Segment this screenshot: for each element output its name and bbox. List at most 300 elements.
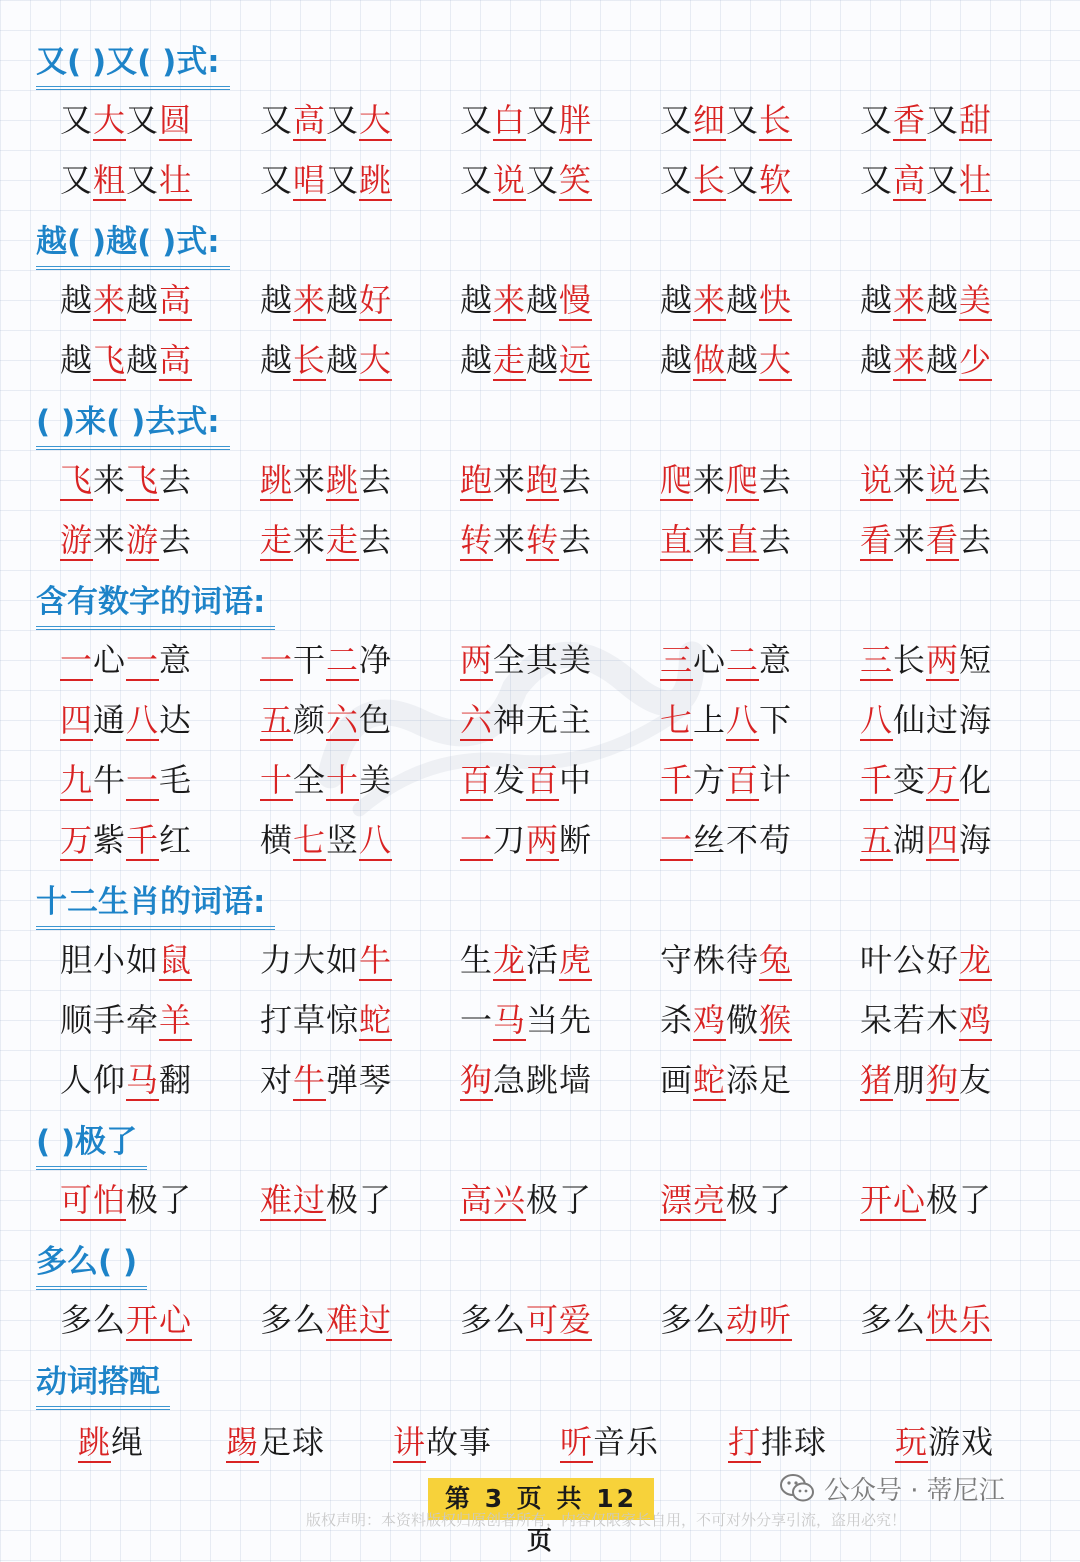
phrase-item	[860, 156, 992, 206]
fill-in-character: 粗	[93, 161, 127, 199]
phrase-character: 跳	[526, 1061, 560, 1099]
fill-in-character: 来	[493, 281, 527, 319]
phrase-character: 又	[326, 161, 360, 199]
fill-in-character: 马	[126, 1061, 160, 1099]
phrase-row	[0, 1296, 1080, 1346]
phrase-item	[60, 936, 192, 986]
phrase-item	[60, 516, 192, 566]
fill-in-character: 过	[293, 1181, 327, 1219]
phrase-character: 净	[359, 641, 393, 679]
phrase-character: 如	[326, 941, 360, 979]
phrase-item	[860, 456, 992, 506]
phrase-character: 神	[493, 701, 527, 739]
phrase-character: 发	[493, 761, 527, 799]
phrase-item	[660, 936, 792, 986]
phrase-item	[60, 996, 192, 1046]
phrase-character: 紫	[93, 821, 127, 859]
phrase-character: 牛	[93, 761, 127, 799]
phrase-character: 去	[959, 521, 993, 559]
fill-in-character: 爬	[660, 461, 694, 499]
phrase-character: 红	[159, 821, 193, 859]
phrase-character: 球	[292, 1423, 326, 1461]
phrase-character: 多	[260, 1301, 294, 1339]
phrase-character: 又	[660, 161, 694, 199]
phrase-character: 先	[559, 1001, 593, 1039]
fill-in-character: 长	[293, 341, 327, 379]
fill-in-character: 香	[893, 101, 927, 139]
phrase-item	[460, 636, 592, 686]
phrase-character: 守	[660, 941, 694, 979]
phrase-row	[0, 696, 1080, 746]
fill-in-character: 猪	[860, 1061, 894, 1099]
phrase-character: 事	[459, 1423, 493, 1461]
phrase-item	[260, 636, 392, 686]
fill-in-character: 九	[60, 761, 94, 799]
fill-in-character: 五	[860, 821, 894, 859]
phrase-character: 排	[761, 1423, 795, 1461]
phrase-character: 极	[126, 1181, 160, 1219]
fill-in-character: 动	[726, 1301, 760, 1339]
fill-in-character: 少	[959, 341, 993, 379]
fill-in-character: 一	[260, 641, 294, 679]
phrase-character: 无	[526, 701, 560, 739]
phrase-character: 短	[959, 641, 993, 679]
phrase-character: 越	[326, 281, 360, 319]
fill-in-character: 七	[293, 821, 327, 859]
phrase-item	[860, 276, 992, 326]
fill-in-character: 高	[293, 101, 327, 139]
phrase-character: 上	[693, 701, 727, 739]
fill-in-character: 万	[926, 761, 960, 799]
phrase-character: 越	[260, 341, 294, 379]
fill-in-character: 鼠	[159, 941, 193, 979]
phrase-item	[460, 816, 592, 866]
phrase-character: 惊	[326, 1001, 360, 1039]
fill-in-character: 远	[559, 341, 593, 379]
fill-in-character: 爬	[726, 461, 760, 499]
phrase-item	[260, 456, 392, 506]
phrase-item	[660, 1056, 792, 1106]
phrase-item	[660, 636, 792, 686]
phrase-item	[260, 1296, 392, 1346]
phrase-character: 主	[559, 701, 593, 739]
fill-in-character: 漂	[660, 1181, 694, 1219]
fill-in-character: 飞	[126, 461, 160, 499]
phrase-item	[60, 276, 192, 326]
phrase-character: 去	[559, 461, 593, 499]
phrase-character: 越	[460, 281, 494, 319]
phrase-item	[895, 1418, 994, 1468]
fill-in-character: 好	[359, 281, 393, 319]
phrase-character: 打	[260, 1001, 294, 1039]
phrase-character: 去	[359, 461, 393, 499]
phrase-item	[460, 1296, 592, 1346]
phrase-item	[60, 1056, 192, 1106]
phrase-character: 来	[693, 521, 727, 559]
fill-in-character: 走	[493, 341, 527, 379]
phrase-character: 越	[726, 341, 760, 379]
phrase-character: 方	[693, 761, 727, 799]
phrase-character: 大	[293, 941, 327, 979]
fill-in-character: 龙	[959, 941, 993, 979]
fill-in-character: 走	[260, 521, 294, 559]
phrase-character: 越	[60, 281, 94, 319]
wechat-icon	[780, 1473, 814, 1503]
fill-in-character: 笑	[559, 161, 593, 199]
fill-in-character: 六	[460, 701, 494, 739]
phrase-character: 下	[759, 701, 793, 739]
page-number-badge: 第 3 页 共 12 页	[428, 1478, 654, 1520]
phrase-character: 了	[159, 1181, 193, 1219]
fill-in-character: 两	[460, 641, 494, 679]
fill-in-character: 百	[526, 761, 560, 799]
phrase-item	[728, 1418, 827, 1468]
phrase-character: 越	[260, 281, 294, 319]
fill-in-character: 跑	[460, 461, 494, 499]
phrase-character: 生	[460, 941, 494, 979]
phrase-item	[60, 1296, 192, 1346]
phrase-item	[460, 696, 592, 746]
fill-in-character: 转	[526, 521, 560, 559]
fill-in-character: 一	[460, 821, 494, 859]
phrase-character: 通	[93, 701, 127, 739]
phrase-item	[60, 336, 192, 386]
phrase-character: 计	[759, 761, 793, 799]
phrase-character: 竖	[326, 821, 360, 859]
phrase-character: 全	[293, 761, 327, 799]
phrase-character: 人	[60, 1061, 94, 1099]
phrase-character: 乐	[626, 1423, 660, 1461]
fill-in-character: 难	[260, 1181, 294, 1219]
fill-in-character: 长	[759, 101, 793, 139]
phrase-character: 又	[660, 101, 694, 139]
phrase-row	[0, 1056, 1080, 1106]
fill-in-character: 千	[126, 821, 160, 859]
fill-in-character: 高	[460, 1181, 494, 1219]
fill-in-character: 六	[326, 701, 360, 739]
fill-in-character: 来	[693, 281, 727, 319]
fill-in-character: 兴	[493, 1181, 527, 1219]
phrase-character: 断	[559, 821, 593, 859]
phrase-character: 仙	[893, 701, 927, 739]
phrase-item	[78, 1418, 144, 1468]
phrase-item	[660, 996, 792, 1046]
phrase-character: 丝	[693, 821, 727, 859]
phrase-character: 美	[559, 641, 593, 679]
phrase-character: 极	[726, 1181, 760, 1219]
phrase-character: 去	[559, 521, 593, 559]
phrase-character: 中	[559, 761, 593, 799]
phrase-item	[860, 1296, 992, 1346]
phrase-row	[0, 996, 1080, 1046]
section-heading: ( )来( )去式:	[36, 402, 230, 450]
phrase-character: 又	[60, 101, 94, 139]
phrase-character: 又	[460, 101, 494, 139]
phrase-item	[860, 756, 992, 806]
section-heading: 含有数字的词语:	[36, 582, 275, 630]
phrase-item	[260, 156, 392, 206]
phrase-item	[460, 276, 592, 326]
phrase-character: 越	[60, 341, 94, 379]
phrase-character: 么	[693, 1301, 727, 1339]
phrase-item	[260, 816, 392, 866]
wechat-account-label: 公众号 · 蒂尼江	[824, 1475, 1005, 1506]
fill-in-character: 心	[893, 1181, 927, 1219]
copyright-notice: 版权声明：本资料版权归原创者所有，内容仅限家长自用，不可对外分享引流，盗用必究！	[306, 1511, 907, 1529]
phrase-character: 湖	[893, 821, 927, 859]
phrase-item	[460, 96, 592, 146]
phrase-item	[260, 96, 392, 146]
phrase-character: 毛	[159, 761, 193, 799]
fill-in-character: 大	[759, 341, 793, 379]
phrase-item	[660, 336, 792, 386]
fill-in-character: 直	[726, 521, 760, 559]
phrase-character: 活	[526, 941, 560, 979]
fill-in-character: 做	[693, 341, 727, 379]
phrase-character: 画	[660, 1061, 694, 1099]
phrase-character: 绳	[111, 1423, 145, 1461]
phrase-character: 苟	[759, 821, 793, 859]
phrase-character: 越	[126, 281, 160, 319]
fill-in-character: 牛	[359, 941, 393, 979]
phrase-item	[460, 516, 592, 566]
phrase-character: 呆	[860, 1001, 894, 1039]
phrase-character: 颜	[293, 701, 327, 739]
phrase-item	[560, 1418, 659, 1468]
phrase-item	[660, 756, 792, 806]
phrase-character: 小	[93, 941, 127, 979]
phrase-character: 刀	[493, 821, 527, 859]
phrase-row	[0, 336, 1080, 386]
phrase-character: 越	[126, 341, 160, 379]
fill-in-character: 来	[293, 281, 327, 319]
phrase-character: 球	[794, 1423, 828, 1461]
phrase-character: 极	[926, 1181, 960, 1219]
phrase-character: 去	[959, 461, 993, 499]
phrase-character: 又	[326, 101, 360, 139]
fill-in-character: 千	[660, 761, 694, 799]
fill-in-character: 七	[660, 701, 694, 739]
phrase-character: 心	[693, 641, 727, 679]
wechat-account-mark	[780, 1468, 1005, 1508]
phrase-character: 去	[759, 521, 793, 559]
fill-in-character: 两	[926, 641, 960, 679]
phrase-row	[0, 516, 1080, 566]
fill-in-character: 游	[60, 521, 94, 559]
phrase-character: 了	[559, 1181, 593, 1219]
phrase-item	[60, 1176, 192, 1226]
fill-in-character: 转	[460, 521, 494, 559]
phrase-character: 翻	[159, 1061, 193, 1099]
fill-in-character: 飞	[93, 341, 127, 379]
phrase-item	[260, 1056, 392, 1106]
fill-in-character: 快	[926, 1301, 960, 1339]
phrase-row	[0, 456, 1080, 506]
fill-in-character: 狗	[926, 1061, 960, 1099]
phrase-character: 又	[860, 161, 894, 199]
fill-in-character: 高	[159, 341, 193, 379]
phrase-item	[860, 1056, 992, 1106]
phrase-item	[660, 96, 792, 146]
fill-in-character: 大	[93, 101, 127, 139]
phrase-character: 了	[959, 1181, 993, 1219]
phrase-character: 墙	[559, 1061, 593, 1099]
phrase-character: 越	[326, 341, 360, 379]
phrase-row	[0, 96, 1080, 146]
phrase-character: 去	[359, 521, 393, 559]
phrase-character: 么	[93, 1301, 127, 1339]
fill-in-character: 壮	[959, 161, 993, 199]
phrase-character: 牵	[126, 1001, 160, 1039]
phrase-item	[60, 696, 192, 746]
fill-in-character: 来	[93, 281, 127, 319]
phrase-item	[460, 936, 592, 986]
phrase-character: 来	[693, 461, 727, 499]
fill-in-character: 听	[560, 1423, 594, 1461]
phrase-item	[60, 636, 192, 686]
fill-in-character: 四	[926, 821, 960, 859]
phrase-character: 越	[860, 341, 894, 379]
fill-in-character: 虎	[559, 941, 593, 979]
phrase-character: 全	[493, 641, 527, 679]
phrase-item	[860, 636, 992, 686]
fill-in-character: 百	[460, 761, 494, 799]
phrase-character: 友	[959, 1061, 993, 1099]
fill-in-character: 跳	[359, 161, 393, 199]
fill-in-character: 二	[326, 641, 360, 679]
phrase-character: 海	[959, 821, 993, 859]
phrase-row	[0, 1418, 1080, 1468]
phrase-character: 越	[660, 281, 694, 319]
phrase-character: 又	[526, 101, 560, 139]
phrase-item	[660, 276, 792, 326]
phrase-character: 叶	[860, 941, 894, 979]
phrase-character: 海	[959, 701, 993, 739]
fill-in-character: 说	[926, 461, 960, 499]
fill-in-character: 美	[959, 281, 993, 319]
phrase-item	[460, 1176, 592, 1226]
fill-in-character: 八	[726, 701, 760, 739]
phrase-character: 足	[759, 1061, 793, 1099]
phrase-character: 儆	[726, 1001, 760, 1039]
phrase-character: 胆	[60, 941, 94, 979]
fill-in-character: 蛇	[693, 1061, 727, 1099]
phrase-character: 一	[460, 1001, 494, 1039]
phrase-character: 添	[726, 1061, 760, 1099]
phrase-row	[0, 1176, 1080, 1226]
phrase-item	[860, 936, 992, 986]
phrase-character: 来	[893, 461, 927, 499]
phrase-item	[260, 756, 392, 806]
fill-in-character: 来	[893, 341, 927, 379]
fill-in-character: 讲	[393, 1423, 427, 1461]
phrase-item	[660, 1176, 792, 1226]
section-heading: 越( )越( )式:	[36, 222, 230, 270]
phrase-character: 越	[526, 281, 560, 319]
fill-in-character: 十	[326, 761, 360, 799]
phrase-character: 多	[460, 1301, 494, 1339]
fill-in-character: 开	[126, 1301, 160, 1339]
fill-in-character: 三	[660, 641, 694, 679]
phrase-item	[260, 996, 392, 1046]
fill-in-character: 长	[693, 161, 727, 199]
phrase-character: 么	[493, 1301, 527, 1339]
phrase-character: 多	[660, 1301, 694, 1339]
phrase-character: 了	[759, 1181, 793, 1219]
phrase-item	[60, 816, 192, 866]
phrase-character: 戏	[961, 1423, 995, 1461]
fill-in-character: 玩	[895, 1423, 929, 1461]
phrase-character: 来	[93, 521, 127, 559]
phrase-character: 力	[260, 941, 294, 979]
phrase-item	[260, 936, 392, 986]
phrase-item	[60, 456, 192, 506]
fill-in-character: 跳	[78, 1423, 112, 1461]
phrase-character: 变	[893, 761, 927, 799]
fill-in-character: 甜	[959, 101, 993, 139]
phrase-character: 又	[926, 101, 960, 139]
fill-in-character: 说	[493, 161, 527, 199]
fill-in-character: 可	[526, 1301, 560, 1339]
phrase-character: 待	[726, 941, 760, 979]
section-heading: 又( )又( )式:	[36, 42, 230, 90]
phrase-row	[0, 156, 1080, 206]
phrase-item	[660, 1296, 792, 1346]
phrase-item	[260, 336, 392, 386]
section-heading: 多么( )	[36, 1242, 147, 1290]
fill-in-character: 牛	[293, 1061, 327, 1099]
phrase-character: 干	[293, 641, 327, 679]
fill-in-character: 猴	[759, 1001, 793, 1039]
phrase-item	[460, 336, 592, 386]
fill-in-character: 高	[893, 161, 927, 199]
phrase-item	[860, 336, 992, 386]
phrase-character: 公	[893, 941, 927, 979]
phrase-character: 了	[359, 1181, 393, 1219]
phrase-character: 又	[860, 101, 894, 139]
phrase-item	[860, 816, 992, 866]
phrase-item	[460, 1056, 592, 1106]
phrase-character: 音	[593, 1423, 627, 1461]
fill-in-character: 四	[60, 701, 94, 739]
phrase-character: 株	[693, 941, 727, 979]
phrase-character: 又	[726, 101, 760, 139]
phrase-character: 过	[926, 701, 960, 739]
fill-in-character: 软	[759, 161, 793, 199]
fill-in-character: 快	[759, 281, 793, 319]
fill-in-character: 狗	[460, 1061, 494, 1099]
section-heading: ( )极了	[36, 1122, 147, 1170]
fill-in-character: 大	[359, 101, 393, 139]
fill-in-character: 乐	[959, 1301, 993, 1339]
phrase-character: 又	[260, 161, 294, 199]
fill-in-character: 唱	[293, 161, 327, 199]
phrase-item	[260, 516, 392, 566]
phrase-character: 当	[526, 1001, 560, 1039]
phrase-row	[0, 756, 1080, 806]
phrase-item	[660, 456, 792, 506]
fill-in-character: 爱	[559, 1301, 593, 1339]
phrase-character: 来	[493, 461, 527, 499]
phrase-character: 弹	[326, 1061, 360, 1099]
fill-in-character: 八	[126, 701, 160, 739]
fill-in-character: 慢	[559, 281, 593, 319]
fill-in-character: 听	[759, 1301, 793, 1339]
phrase-character: 又	[926, 161, 960, 199]
fill-in-character: 飞	[60, 461, 94, 499]
phrase-character: 意	[159, 641, 193, 679]
phrase-character: 越	[926, 281, 960, 319]
